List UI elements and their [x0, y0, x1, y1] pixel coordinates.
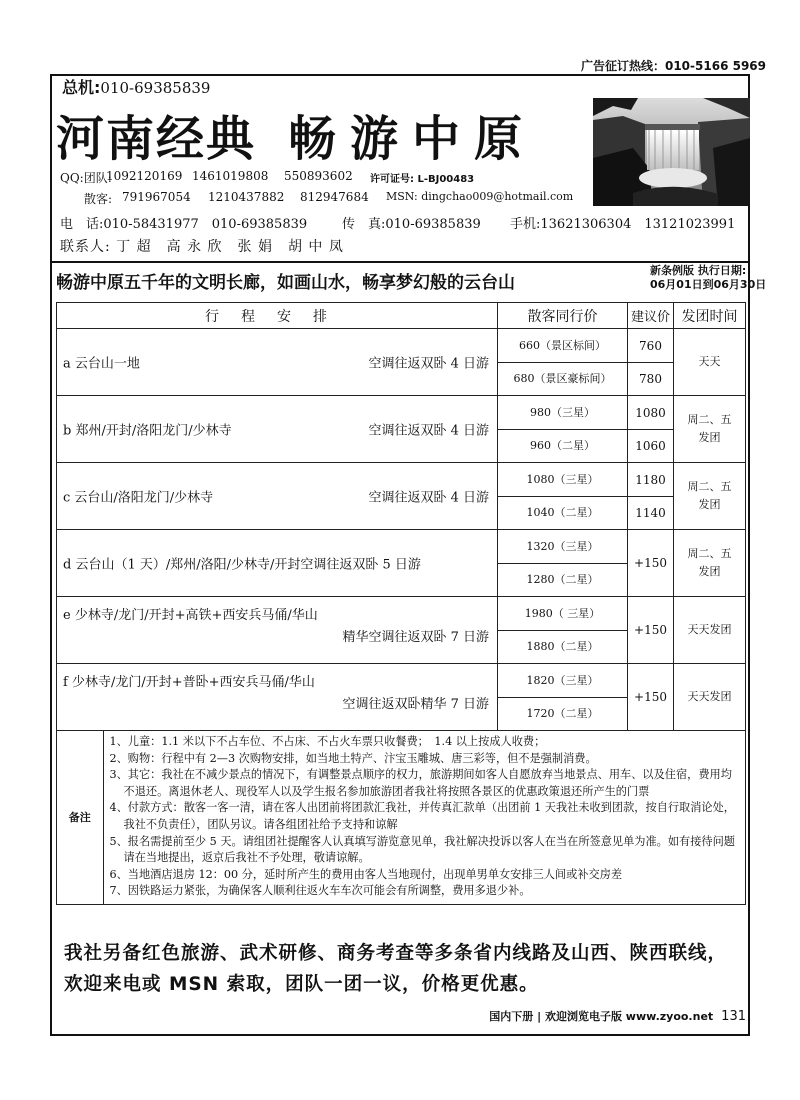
table-row [57, 329, 746, 363]
suggested-price: 780 [628, 363, 674, 396]
price-cell: 1820（三星） [498, 664, 628, 698]
promo-banner: 畅游中原五千年的文明长廊，如画山水，畅享梦幻般的云台山 [56, 273, 515, 293]
mobile-block [510, 213, 735, 232]
table-row [57, 396, 746, 430]
route-cell [57, 463, 498, 530]
divider [52, 261, 748, 263]
note-item: 3、其它：我社在不减少景点的情况下，有调整景点顺序的权力，旅游期间如客人自愿放弃当地景点、用车、以及住宿，费用均不退还。离退休老人、现役军人以及学生报名参加旅游团者我社将按照各景区的优惠政策退还所产生的门票 [109, 768, 732, 798]
suggested-price: +150 [628, 664, 674, 731]
table-row [57, 530, 746, 564]
route-cell [57, 396, 498, 463]
itinerary-table [56, 302, 745, 905]
route-type: 空调往返双卧 4 日游 [368, 423, 489, 439]
route-name: c 云台山/洛阳龙门/少林寺 [63, 490, 214, 506]
price-cell: 680（景区豪标间） [498, 363, 628, 396]
note-item: 5、报名需提前至少 5 天。请组团社提醒客人认真填写游览意见单，我社解决投诉以客人在当在所签意见单为准。如有接待问题请在当地提出，返京后我社不予处理，敬请谅解。 [109, 834, 735, 865]
mobile-numbers: 13621306304 13121023991 [540, 217, 736, 232]
switchboard-number: 010-69385839 [100, 79, 211, 97]
column-header: 建议价 [628, 303, 674, 329]
route-type: 空调往返双卧精华 7 日游 [342, 697, 489, 712]
notes-label: 备注 [57, 731, 103, 904]
qq-group-number: 1461019808 [192, 169, 269, 183]
price-cell: 660（景区标间） [498, 329, 628, 363]
schedule-cell: 周二、五 发团 [674, 530, 746, 597]
route-name: d 云台山（1 天）/郑州/洛阳/少林寺/开封空调往返双卧 5 日游 [63, 557, 421, 573]
route-type: 空调往返双卧 4 日游 [368, 356, 489, 372]
tel-numbers: 010-58431977 010-69385839 [103, 217, 308, 232]
note-item: 2、购物：行程中有 2—3 次购物安排，如当地土特产、汴宝玉雕城、唐三彩等，但不是强制消费。 [109, 751, 597, 765]
route-name: f 少林寺/龙门/开封+普卧+西安兵马俑/华山 [63, 675, 315, 690]
schedule-cell: 天天发团 [674, 664, 746, 731]
table-row [57, 463, 746, 497]
route-text [63, 605, 489, 649]
mobile-label: 手机: [510, 217, 541, 232]
price-cell: 980（三星） [498, 396, 628, 430]
suggested-price: 1180 [628, 463, 674, 497]
qq-individual-number: 791967054 [122, 190, 191, 204]
note-item: 4、付款方式：散客一客一清，请在客人出团前将团款汇我社，并传真汇款单（出团前 1 天我社未收到团款，按自行取消论处，我社不负责任），团队另议。请各组团社给予支持和谅解 [109, 801, 735, 831]
fax-block [342, 213, 481, 232]
page-title [56, 100, 536, 169]
phone-line [60, 213, 736, 232]
column-header: 行程安排 [57, 303, 498, 329]
qq-individual-number: 1210437882 [208, 190, 285, 204]
license-number: 许可证号: L-BJ00483 [370, 174, 475, 185]
qq-group-number: 1092120169 [106, 169, 183, 183]
route-type: 精华空调往返双卧 7 日游 [342, 630, 489, 645]
qq-group-label: 团队: [83, 171, 112, 185]
price-cell: 1080（三星） [498, 463, 628, 497]
price-cell: 1040（二星） [498, 497, 628, 530]
route-cell [57, 530, 498, 597]
page-number: 131 [721, 1009, 746, 1024]
price-cell: 1880（二星） [498, 631, 628, 664]
suggested-price: 760 [628, 329, 674, 363]
msn-address: MSN: dingchao009@hotmail.com [386, 190, 574, 203]
route-cell [57, 664, 498, 731]
route-name: e 少林寺/龙门/开封+高铁+西安兵马俑/华山 [63, 608, 318, 623]
price-cell: 1320（三星） [498, 530, 628, 564]
qq-group-line [60, 169, 475, 186]
contact-persons: 联系人: 丁 超 高 永 欣 张 娟 胡 中 凤 [60, 239, 344, 255]
switchboard-line [62, 75, 210, 98]
route-name: b 郑州/开封/洛阳龙门/少林寺 [63, 423, 232, 439]
switchboard-label: 总机: [62, 78, 101, 97]
schedule-cell: 天天 [674, 329, 746, 396]
notes-list [103, 731, 744, 904]
tel-label: 电 话: [60, 217, 104, 232]
price-cell: 960（二星） [498, 430, 628, 463]
title-left: 河南经典 [56, 111, 257, 167]
route-text [63, 672, 489, 716]
notes-cell [57, 731, 746, 905]
schedule-cell: 天天发团 [674, 597, 746, 664]
suggested-price: 1080 [628, 396, 674, 430]
title-right: 畅游中原 [288, 111, 537, 167]
route-name: a 云台山一地 [63, 356, 140, 372]
qq-individual-label: 散客: [84, 192, 113, 206]
waterfall-photo [593, 98, 750, 206]
qq-group-number: 550893602 [284, 169, 353, 183]
ad-hotline: 广告征订热线：010-5166 5969 [580, 59, 766, 73]
table-row [57, 664, 746, 698]
note-item: 7、因铁路运力紧张，为确保客人顺利往返火车车次可能会有所调整，费用多退少补。 [109, 884, 531, 898]
edition-dates: 06月01日到06月30日 [650, 278, 767, 291]
schedule-cell: 周二、五 发团 [674, 463, 746, 530]
page-footer [489, 1008, 746, 1024]
route-type: 空调往返双卧 4 日游 [368, 490, 489, 506]
notes-row [57, 731, 746, 905]
qq-label: QQ: [60, 171, 84, 185]
schedule-cell: 周二、五 发团 [674, 396, 746, 463]
price-cell: 1280（二星） [498, 564, 628, 597]
suggested-price: +150 [628, 530, 674, 597]
note-item: 6、当地酒店退房 12：00 分，延时所产生的费用由客人当地现付，出现单男单女安排三人间或补交房差 [109, 867, 623, 881]
footer-promo: 我社另备红色旅游、武术研修、商务考查等多条省内线路及山西、陕西联线，欢迎来电或 MSN 索取，团队一团一议，价格更优惠。 [64, 943, 728, 995]
price-cell: 1720（二星） [498, 698, 628, 731]
note-item: 1、儿童：1.1 米以下不占车位、不占床、不占火车票只收餐费； 1.4 以上按成人收费； [109, 735, 546, 748]
edition-info [650, 264, 766, 292]
table-header-row [57, 303, 746, 329]
edition-line: 新条例版 执行日期: [650, 264, 747, 277]
fax-label: 传 真: [342, 217, 386, 232]
qq-individual-line [84, 190, 574, 207]
suggested-price: 1140 [628, 497, 674, 530]
suggested-price: +150 [628, 597, 674, 664]
fax-number: 010-69385839 [385, 217, 481, 232]
price-cell: 1980（ 三星） [498, 597, 628, 631]
footer-text: 国内下册 | 欢迎浏览电子版 www.zyoo.net [489, 1010, 714, 1023]
route-cell [57, 329, 498, 396]
qq-individual-number: 812947684 [300, 190, 369, 204]
route-cell [57, 597, 498, 664]
column-header: 散客同行价 [498, 303, 628, 329]
suggested-price: 1060 [628, 430, 674, 463]
column-header: 发团时间 [674, 303, 746, 329]
table-row [57, 597, 746, 631]
